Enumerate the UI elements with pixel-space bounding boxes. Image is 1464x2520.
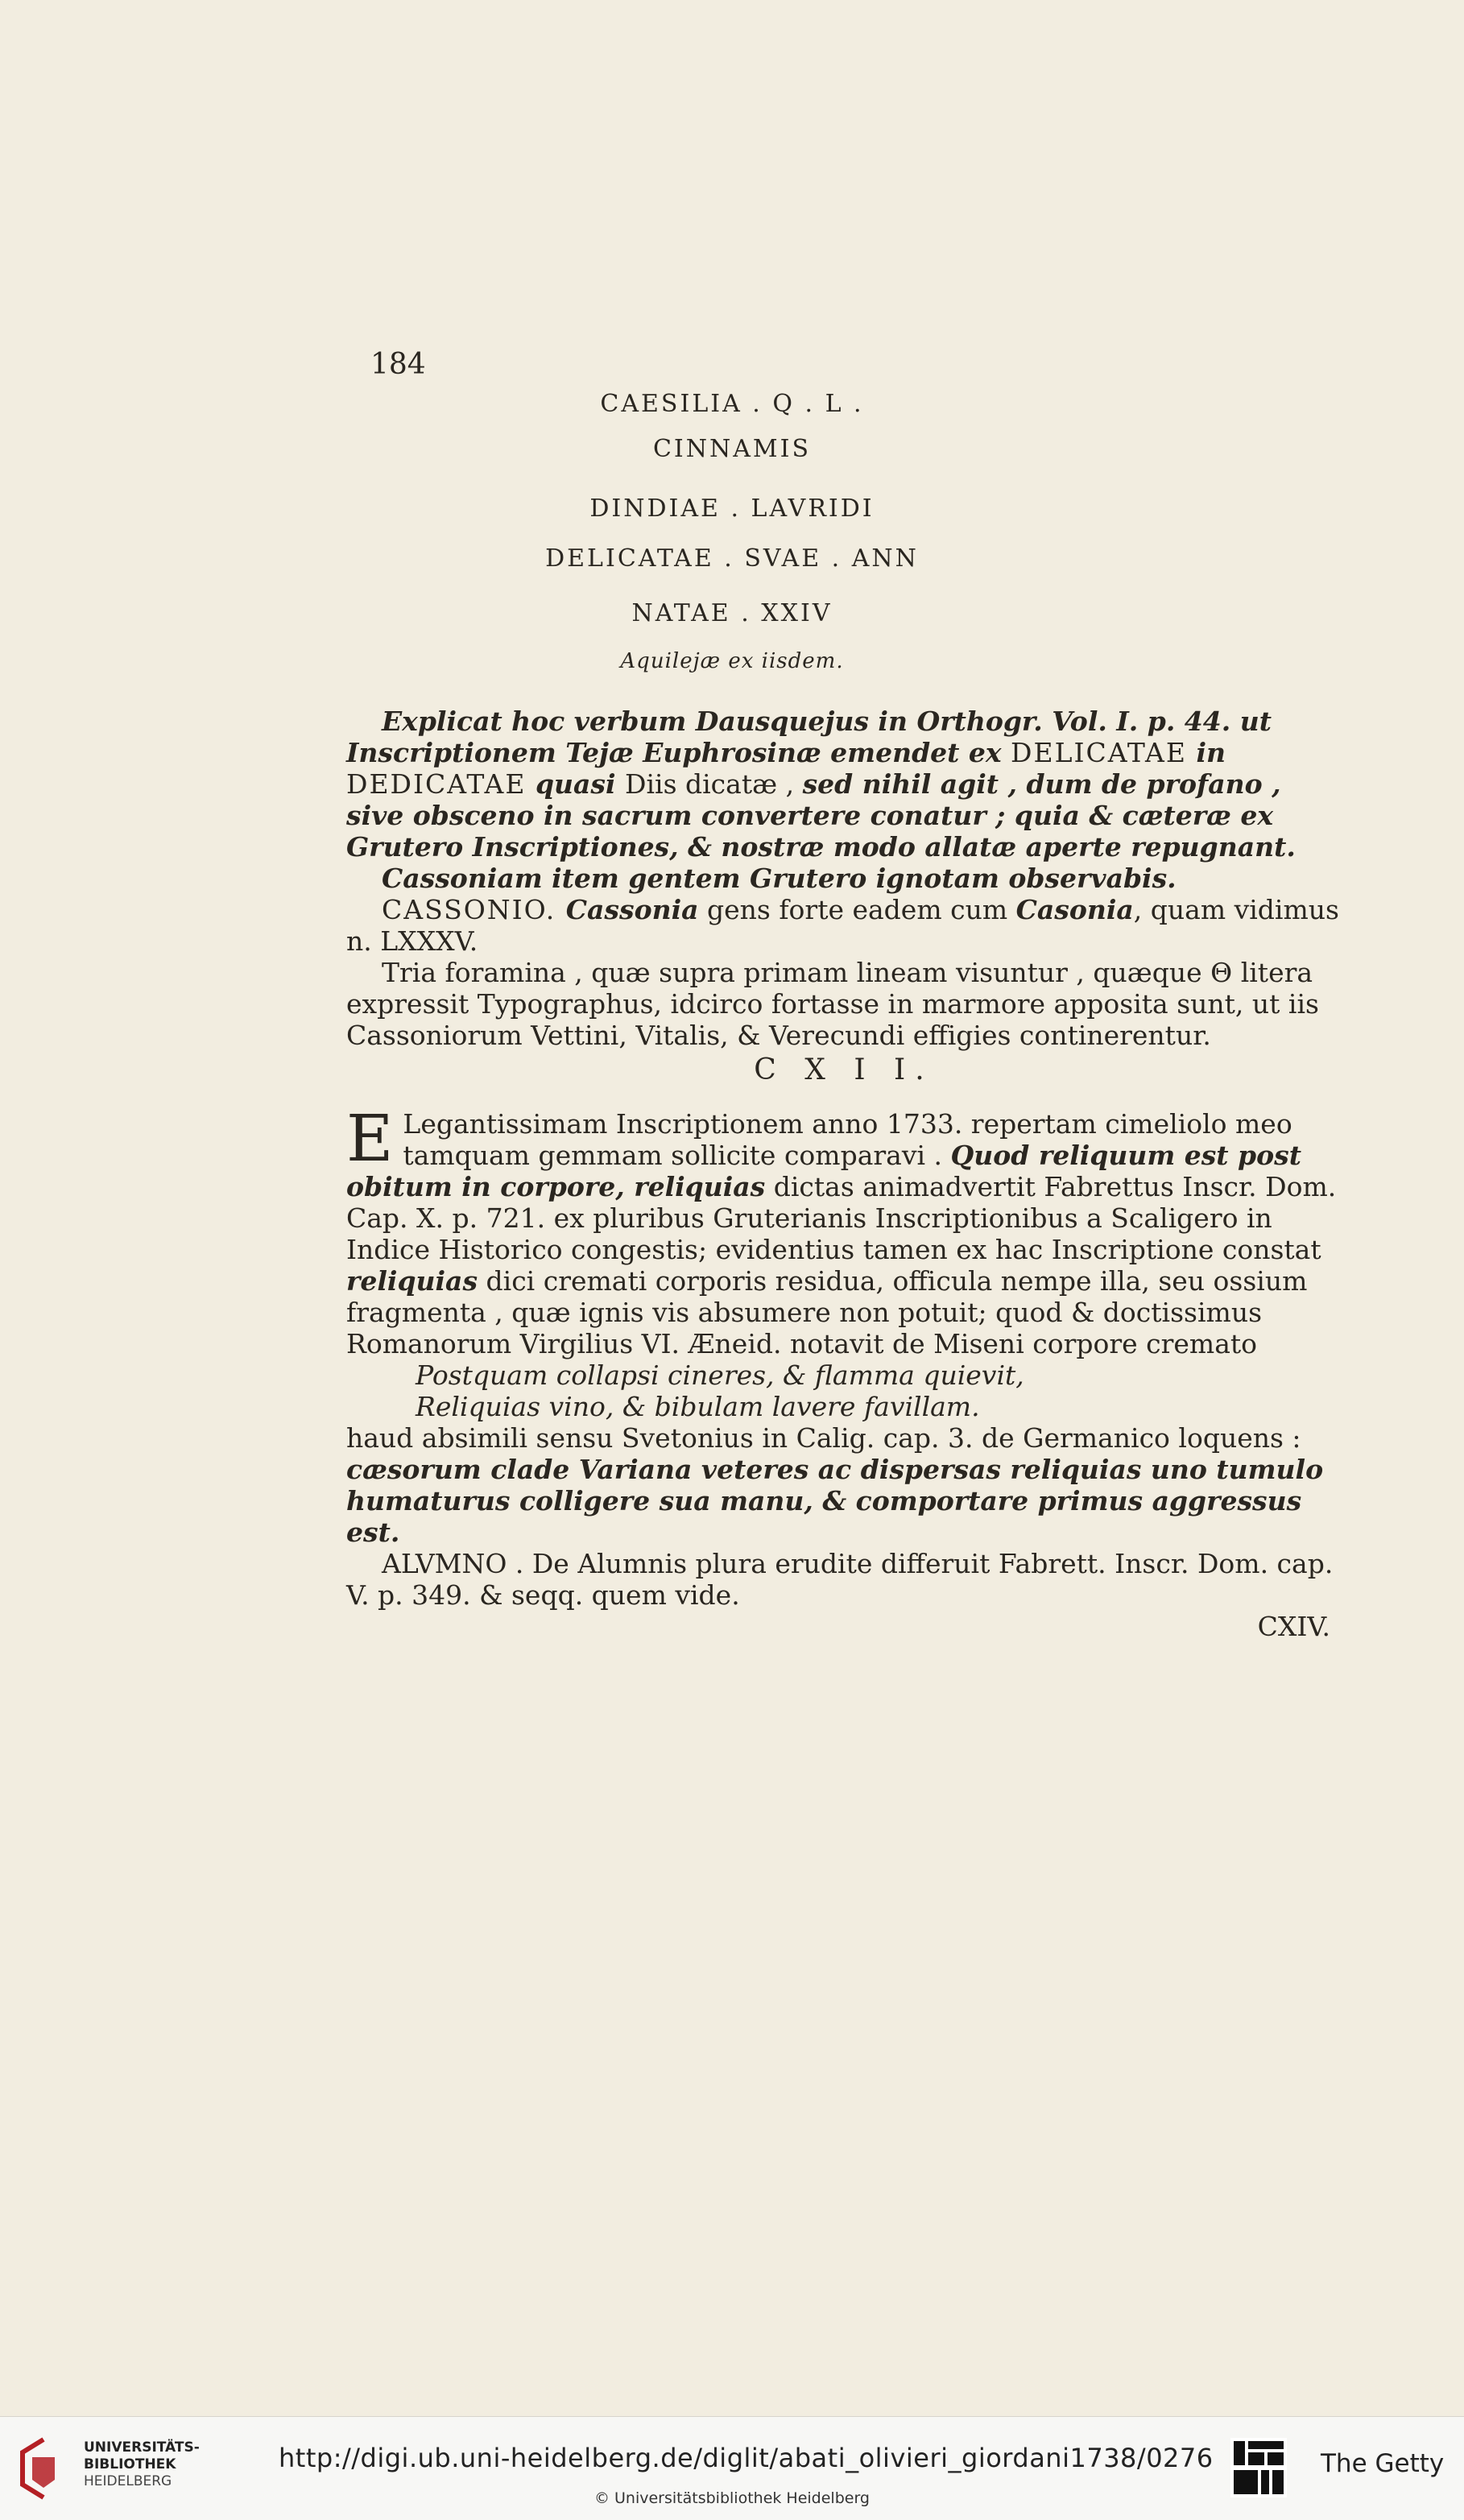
paragraph-cxii xyxy=(346,1101,1342,1359)
text-run: quasi xyxy=(526,768,625,800)
paragraph-foramina: Tria foramina , quæ supra primam lineam visuntur , quæque Θ litera expressit Typographus, idcirco fortasse in marmore apposita sunt, ut iis Cassoniorum Vettini, Vitalis, & Verecundi effigies continerentur. xyxy=(346,957,1319,1051)
permalink-url[interactable]: http://digi.ub.uni-heidelberg.de/diglit/abati_olivieri_giordani1738/0276 xyxy=(279,2443,1214,2473)
paragraph-dausquejus xyxy=(346,706,1342,863)
library-name-line: UNIVERSITÄTS- xyxy=(84,2439,200,2456)
inscription-line: CAESILIA . Q . L . xyxy=(600,390,864,418)
text-run: reliquias xyxy=(346,1265,478,1297)
paragraph-cassonio xyxy=(346,894,1342,957)
text-run: Explicat hoc verbum Dausquejus in Orthogr. Vol. I. p. 44. ut Inscriptionem Tejæ Euphrosinæ emendet ex xyxy=(346,706,1272,768)
catchword: CXIV. xyxy=(1257,1611,1330,1642)
paragraph-cassonia-note: Cassoniam item gentem Grutero ignotam observabis. xyxy=(382,863,1177,894)
text-run: DEDICATAE xyxy=(346,768,527,800)
copyright-notice: © Universitätsbibliothek Heidelberg xyxy=(593,2489,870,2507)
text-run: , quam vidimus n. LXXXV. xyxy=(346,894,1339,957)
text-run: Legantissimam Inscriptionem anno 1733. repertam cimeliolo meo tamquam gemmam sollicite comparavi . xyxy=(403,1108,1292,1171)
text-run: CASSONIO. xyxy=(382,894,566,925)
text-run: gens forte eadem cum xyxy=(698,894,1016,925)
inscription-line: DELICATAE . SVAE . ANN xyxy=(545,544,919,573)
text-run: haud absimili sensu Svetonius in Calig. cap. 3. de Germanico loquens : xyxy=(346,1422,1301,1454)
text-run: Quod reliquum est post obitum in corpore, reliquias xyxy=(346,1140,1301,1202)
text-run: Cassonia xyxy=(565,894,699,925)
inscription-line: DINDIAE . LAVRIDI xyxy=(589,494,875,523)
library-name-line: HEIDELBERG xyxy=(84,2473,172,2489)
verse-line: Reliquias vino, & bibulam lavere favillam. xyxy=(416,1391,980,1422)
commentary xyxy=(346,706,1342,1642)
viewer-footer xyxy=(0,2416,1464,2520)
text-run: DELICATAE xyxy=(1011,737,1187,768)
inscription-line: NATAE . XXIV xyxy=(631,599,833,627)
verse-line: Postquam collapsi cineres, & flamma quievit, xyxy=(416,1359,1024,1391)
text-run: Casonia xyxy=(1015,894,1134,925)
text-run: Diis dicatæ , xyxy=(625,768,803,800)
text-run: cæsorum clade Variana veteres ac dispersas reliquias uno tumulo humaturus colligere sua manu, & comportare primus aggressus est. xyxy=(346,1454,1324,1548)
library-name xyxy=(84,2439,200,2490)
text-run: sed nihil agit , dum de profano , sive obsceno in sacrum convertere conatur ; quia & cæteræ ex Grutero Inscriptiones, & nostræ modo allatæ aperte repugnant. xyxy=(346,768,1296,863)
drop-cap: E xyxy=(346,1101,394,1176)
inscription-line: CINNAMIS xyxy=(652,435,812,463)
text-run: dici cremati corporis residua, officula nempe illa, seu ossium fragmenta , quæ ignis vis absumere non potuit; quod & doctissimus Romanorum Virgilius VI. Æneid. notavit de Miseni corpore cremato xyxy=(346,1265,1308,1359)
partner-name: The Getty xyxy=(1321,2449,1445,2478)
library-name-line: BIBLIOTHEK xyxy=(84,2456,176,2472)
section-heading: C X I I. xyxy=(754,1053,934,1086)
paragraph-alumno: ALVMNO . De Alumnis plura erudite differuit Fabrett. Inscr. Dom. cap. V. p. 349. & seqq. quem vide. xyxy=(346,1548,1334,1611)
text-run: in xyxy=(1186,737,1226,768)
page-number: 184 xyxy=(370,348,426,381)
inscription-source: Aquilejæ ex iisdem. xyxy=(620,649,844,673)
paragraph-svetonius xyxy=(346,1422,1342,1548)
getty-logo-icon xyxy=(1230,2438,1287,2497)
text-run: dictas animadvertit Fabrettus Inscr. Dom. Cap. X. p. 721. ex pluribus Gruterianis Inscriptionibus a Scaligero in Indice Historico congestis; evidentius tamen ex hac Inscriptione constat xyxy=(346,1171,1337,1265)
